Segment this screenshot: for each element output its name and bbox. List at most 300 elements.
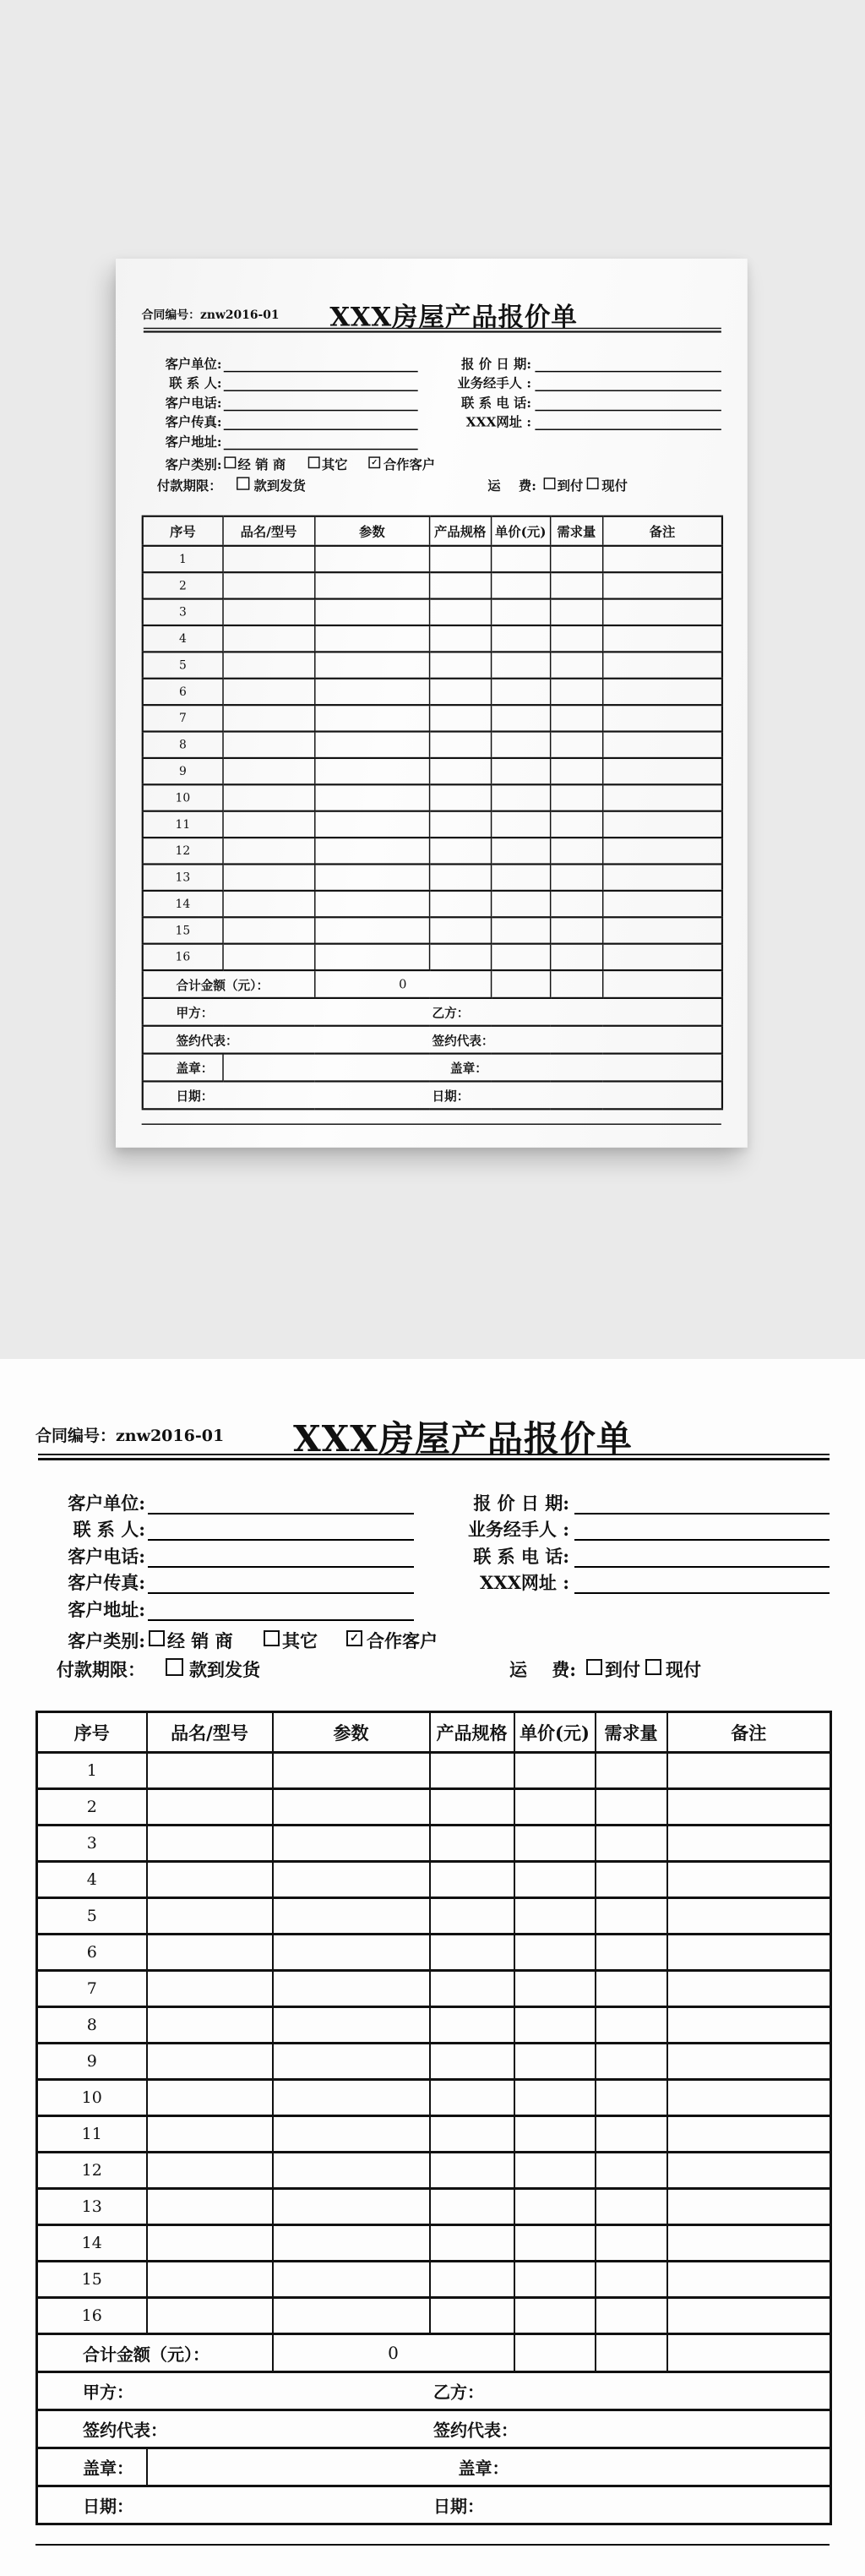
item-row xyxy=(143,917,722,943)
item-cell[interactable] xyxy=(491,917,550,943)
seal-row xyxy=(37,2448,831,2486)
row-number: 11 xyxy=(37,2116,147,2153)
item-cell[interactable] xyxy=(147,2116,273,2153)
item-cell[interactable] xyxy=(596,1935,667,1971)
item-cell[interactable] xyxy=(273,1753,430,1789)
item-cell[interactable] xyxy=(491,891,550,917)
row-number: 5 xyxy=(143,652,223,678)
item-cell[interactable] xyxy=(223,652,315,678)
item-row xyxy=(37,1971,831,2007)
customer-phone-input[interactable] xyxy=(148,1566,414,1568)
customer-address-label: 客户地址: xyxy=(165,434,222,450)
item-cell[interactable] xyxy=(602,758,722,784)
customer-address-input[interactable] xyxy=(224,449,418,450)
item-cell[interactable] xyxy=(602,652,722,678)
item-row xyxy=(37,1826,831,1862)
party-a-representative-label: 签约代表： xyxy=(176,1033,238,1049)
item-cell[interactable] xyxy=(550,811,602,838)
item-cell[interactable] xyxy=(273,2262,430,2298)
item-cell[interactable] xyxy=(596,2080,667,2116)
item-row xyxy=(37,2080,831,2116)
item-cell[interactable] xyxy=(429,811,491,838)
item-row xyxy=(37,1898,831,1935)
item-cell[interactable] xyxy=(550,944,602,970)
item-cell[interactable] xyxy=(602,864,722,890)
item-cell[interactable] xyxy=(314,891,429,917)
item-cell[interactable] xyxy=(514,1753,596,1789)
row-number: 9 xyxy=(37,2044,147,2080)
item-row xyxy=(143,784,722,810)
item-cell[interactable] xyxy=(223,758,315,784)
item-cell[interactable] xyxy=(550,970,602,998)
item-cell[interactable] xyxy=(223,625,315,652)
representative-row xyxy=(143,1026,722,1054)
item-cell[interactable] xyxy=(602,732,722,758)
item-cell[interactable] xyxy=(223,864,315,890)
item-cell[interactable] xyxy=(667,2116,831,2153)
item-cell[interactable] xyxy=(273,2007,430,2044)
item-cell[interactable] xyxy=(491,838,550,864)
item-cell[interactable] xyxy=(596,2044,667,2080)
item-cell[interactable] xyxy=(147,2225,273,2262)
item-cell[interactable] xyxy=(550,917,602,943)
item-cell[interactable] xyxy=(596,2153,667,2189)
item-cell[interactable] xyxy=(273,2153,430,2189)
col-header-unit-price: 单价(元) xyxy=(491,516,550,546)
item-cell[interactable] xyxy=(223,732,315,758)
item-cell[interactable] xyxy=(596,1971,667,2007)
item-cell[interactable] xyxy=(314,679,429,705)
item-cell[interactable] xyxy=(667,1935,831,1971)
item-cell[interactable] xyxy=(491,599,550,625)
item-cell[interactable] xyxy=(667,1826,831,1862)
item-cell[interactable] xyxy=(491,864,550,890)
item-cell[interactable] xyxy=(314,811,429,838)
item-cell[interactable] xyxy=(147,2044,273,2080)
item-cell[interactable] xyxy=(314,572,429,598)
party-b-representative-label: 签约代表： xyxy=(433,2420,518,2441)
row-number: 7 xyxy=(143,705,223,731)
item-cell[interactable] xyxy=(596,1826,667,1862)
item-cell[interactable] xyxy=(667,2007,831,2044)
item-cell[interactable] xyxy=(491,970,550,998)
item-cell[interactable] xyxy=(667,2153,831,2189)
row-number: 3 xyxy=(37,1826,147,1862)
customer-phone-input[interactable] xyxy=(224,410,418,411)
item-cell[interactable] xyxy=(273,1789,430,1826)
row-number: 14 xyxy=(143,891,223,917)
item-cell[interactable] xyxy=(429,944,491,970)
item-cell[interactable] xyxy=(596,2298,667,2334)
customer-type-label: 客户类别: xyxy=(68,1630,145,1651)
item-cell[interactable] xyxy=(550,838,602,864)
item-cell[interactable] xyxy=(596,1898,667,1935)
col-header-index: 序号 xyxy=(143,516,223,546)
document-thumbnail xyxy=(116,259,748,1148)
item-cell[interactable] xyxy=(550,546,602,572)
party-a-seal-label: 盖章： xyxy=(176,1061,214,1076)
row-number: 2 xyxy=(37,1789,147,1826)
party-a-label: 甲方： xyxy=(83,2382,133,2403)
item-cell[interactable] xyxy=(429,732,491,758)
item-cell[interactable] xyxy=(491,944,550,970)
item-cell[interactable] xyxy=(223,944,315,970)
item-cell[interactable] xyxy=(514,1935,596,1971)
item-cell[interactable] xyxy=(550,891,602,917)
item-cell[interactable] xyxy=(429,864,491,890)
item-cell[interactable] xyxy=(667,2044,831,2080)
item-cell[interactable] xyxy=(491,546,550,572)
col-header-spec: 产品规格 xyxy=(429,516,491,546)
item-row xyxy=(143,838,722,864)
item-cell[interactable] xyxy=(514,2080,596,2116)
item-row xyxy=(37,2298,831,2334)
freight-collect-checkbox[interactable] xyxy=(544,478,556,489)
item-cell[interactable] xyxy=(667,2262,831,2298)
contact-phone-input[interactable] xyxy=(574,1566,830,1568)
item-cell[interactable] xyxy=(223,599,315,625)
item-cell[interactable] xyxy=(596,2334,667,2372)
item-cell[interactable] xyxy=(223,679,315,705)
payment-on-delivery-checkbox[interactable] xyxy=(166,1658,183,1676)
item-cell[interactable] xyxy=(430,1898,514,1935)
item-cell[interactable] xyxy=(273,1826,430,1862)
item-cell[interactable] xyxy=(491,679,550,705)
item-cell[interactable] xyxy=(223,572,315,598)
freight-prepaid-checkbox[interactable] xyxy=(645,1659,661,1675)
item-cell[interactable] xyxy=(429,625,491,652)
item-cell[interactable] xyxy=(491,784,550,810)
row-number: 1 xyxy=(37,1753,147,1789)
item-cell[interactable] xyxy=(514,2044,596,2080)
item-cell[interactable] xyxy=(596,2225,667,2262)
website-input[interactable] xyxy=(535,428,721,429)
item-cell[interactable] xyxy=(429,705,491,731)
item-cell[interactable] xyxy=(147,1971,273,2007)
party-b-label: 乙方： xyxy=(432,1005,470,1021)
item-cell[interactable] xyxy=(147,2189,273,2225)
item-cell[interactable] xyxy=(147,2007,273,2044)
freight-collect-label: 到付 xyxy=(557,478,584,494)
item-cell[interactable] xyxy=(273,2225,430,2262)
total-row xyxy=(37,2334,831,2372)
freight-collect-checkbox[interactable] xyxy=(586,1659,602,1675)
item-cell[interactable] xyxy=(314,652,429,678)
item-cell[interactable] xyxy=(430,2007,514,2044)
item-cell[interactable] xyxy=(550,679,602,705)
col-header-unit-price: 单价(元) xyxy=(514,1712,596,1753)
item-row xyxy=(37,2262,831,2298)
item-cell[interactable] xyxy=(147,1935,273,1971)
item-cell[interactable] xyxy=(596,1789,667,1826)
item-cell[interactable] xyxy=(514,2225,596,2262)
sales-handler-label: 业务经手人 : xyxy=(457,374,532,391)
item-cell[interactable] xyxy=(429,838,491,864)
item-cell[interactable] xyxy=(430,1971,514,2007)
item-cell[interactable] xyxy=(491,705,550,731)
item-cell[interactable] xyxy=(430,1753,514,1789)
item-cell[interactable] xyxy=(514,2262,596,2298)
item-cell[interactable] xyxy=(429,891,491,917)
item-cell[interactable] xyxy=(430,1862,514,1898)
item-cell[interactable] xyxy=(550,784,602,810)
freight-prepaid-label: 现付 xyxy=(601,478,628,494)
contact-person-label: 联 系 人: xyxy=(169,374,222,391)
date-row xyxy=(143,1081,722,1109)
item-cell[interactable] xyxy=(273,2189,430,2225)
item-cell[interactable] xyxy=(273,2116,430,2153)
item-cell[interactable] xyxy=(550,625,602,652)
item-cell[interactable] xyxy=(147,1789,273,1826)
item-cell[interactable] xyxy=(429,784,491,810)
item-cell[interactable] xyxy=(430,2262,514,2298)
item-cell[interactable] xyxy=(314,784,429,810)
partner-checkbox[interactable]: ✓ xyxy=(368,456,380,468)
contact-person-input[interactable] xyxy=(148,1539,414,1541)
item-cell[interactable] xyxy=(550,599,602,625)
item-cell[interactable] xyxy=(429,599,491,625)
row-number: 8 xyxy=(143,732,223,758)
table-header-row xyxy=(143,516,722,546)
item-cell[interactable] xyxy=(602,970,722,998)
freight-prepaid-checkbox[interactable] xyxy=(587,478,599,489)
item-cell[interactable] xyxy=(314,546,429,572)
item-cell[interactable] xyxy=(430,1826,514,1862)
item-cell[interactable] xyxy=(430,2116,514,2153)
dealer-checkbox-label: 经 销 商 xyxy=(167,1630,233,1651)
quote-date-input[interactable] xyxy=(574,1513,830,1514)
item-cell[interactable] xyxy=(667,1898,831,1935)
item-cell[interactable] xyxy=(596,2116,667,2153)
item-cell[interactable] xyxy=(491,732,550,758)
item-cell[interactable] xyxy=(596,1753,667,1789)
row-number: 14 xyxy=(37,2225,147,2262)
party-a-seal-label: 盖章： xyxy=(83,2458,133,2479)
freight-prepaid-label: 现付 xyxy=(666,1659,701,1680)
item-cell[interactable] xyxy=(602,625,722,652)
payment-on-delivery-label: 款到发货 xyxy=(189,1659,260,1680)
item-cell[interactable] xyxy=(430,2298,514,2334)
item-cell[interactable] xyxy=(514,2298,596,2334)
item-row xyxy=(37,2189,831,2225)
item-cell[interactable] xyxy=(430,2044,514,2080)
payment-on-delivery-checkbox[interactable] xyxy=(237,477,249,489)
item-cell[interactable] xyxy=(314,625,429,652)
item-cell[interactable] xyxy=(596,2189,667,2225)
item-cell[interactable] xyxy=(273,1971,430,2007)
row-number: 8 xyxy=(37,2007,147,2044)
quote-date-input[interactable] xyxy=(535,371,721,372)
item-cell[interactable] xyxy=(491,652,550,678)
item-cell[interactable] xyxy=(667,1789,831,1826)
party-b-seal-label: 盖章： xyxy=(458,2458,509,2479)
item-cell[interactable] xyxy=(491,758,550,784)
item-cell[interactable] xyxy=(602,599,722,625)
item-cell[interactable] xyxy=(514,1789,596,1826)
item-cell[interactable] xyxy=(514,2189,596,2225)
item-cell[interactable] xyxy=(491,572,550,598)
item-row xyxy=(143,625,722,652)
item-cell[interactable] xyxy=(273,2044,430,2080)
customer-phone-label: 客户电话: xyxy=(68,1546,145,1567)
item-cell[interactable] xyxy=(147,1898,273,1935)
title-divider xyxy=(38,1454,830,1460)
item-cell[interactable] xyxy=(314,944,429,970)
col-header-remarks: 备注 xyxy=(667,1712,831,1753)
table-bottom-divider xyxy=(35,2544,830,2546)
item-cell[interactable] xyxy=(147,2153,273,2189)
item-cell[interactable] xyxy=(596,2007,667,2044)
row-number: 10 xyxy=(143,784,223,810)
item-cell[interactable] xyxy=(147,2262,273,2298)
item-cell[interactable] xyxy=(430,2153,514,2189)
item-cell[interactable] xyxy=(667,2080,831,2116)
item-cell[interactable] xyxy=(314,599,429,625)
customer-company-input[interactable] xyxy=(224,371,418,372)
item-cell[interactable] xyxy=(223,811,315,838)
item-cell[interactable] xyxy=(147,2080,273,2116)
item-cell[interactable] xyxy=(223,891,315,917)
item-cell[interactable] xyxy=(667,2298,831,2334)
page-title: XXX房屋产品报价单 xyxy=(293,1418,633,1460)
row-number: 11 xyxy=(143,811,223,838)
item-cell[interactable] xyxy=(223,705,315,731)
item-cell[interactable] xyxy=(147,1826,273,1862)
item-row xyxy=(37,1753,831,1789)
item-cell[interactable] xyxy=(550,705,602,731)
item-cell[interactable] xyxy=(314,758,429,784)
col-header-index: 序号 xyxy=(37,1712,147,1753)
partner-checkbox-label: 合作客户 xyxy=(383,456,436,472)
item-cell[interactable] xyxy=(430,2189,514,2225)
item-cell[interactable] xyxy=(273,1935,430,1971)
item-cell[interactable] xyxy=(602,546,722,572)
item-cell[interactable] xyxy=(602,838,722,864)
party-b-label: 乙方： xyxy=(433,2382,484,2403)
item-cell[interactable] xyxy=(667,2334,831,2372)
item-cell[interactable] xyxy=(314,838,429,864)
item-cell[interactable] xyxy=(514,1826,596,1862)
item-cell[interactable] xyxy=(429,917,491,943)
party-a-date-label: 日期： xyxy=(176,1089,214,1104)
item-cell[interactable] xyxy=(602,679,722,705)
item-cell[interactable] xyxy=(514,2334,596,2372)
item-cell[interactable] xyxy=(667,1753,831,1789)
item-cell[interactable] xyxy=(602,891,722,917)
item-cell[interactable] xyxy=(223,917,315,943)
item-cell[interactable] xyxy=(602,811,722,838)
item-cell[interactable] xyxy=(602,784,722,810)
item-cell[interactable] xyxy=(314,917,429,943)
row-number: 3 xyxy=(143,599,223,625)
customer-fax-label: 客户传真: xyxy=(165,413,222,430)
item-cell[interactable] xyxy=(430,2080,514,2116)
item-cell[interactable] xyxy=(314,732,429,758)
item-cell[interactable] xyxy=(147,2298,273,2334)
sales-handler-input[interactable] xyxy=(574,1539,830,1541)
table-bottom-divider xyxy=(142,1123,721,1124)
item-cell[interactable] xyxy=(223,784,315,810)
item-cell[interactable] xyxy=(429,758,491,784)
other-checkbox[interactable] xyxy=(308,456,320,468)
item-cell[interactable] xyxy=(514,2116,596,2153)
item-cell[interactable] xyxy=(550,572,602,598)
customer-fax-input[interactable] xyxy=(148,1592,414,1594)
item-cell[interactable] xyxy=(314,864,429,890)
item-cell[interactable] xyxy=(273,2298,430,2334)
item-cell[interactable] xyxy=(223,546,315,572)
item-cell[interactable] xyxy=(514,1971,596,2007)
item-cell[interactable] xyxy=(429,546,491,572)
item-cell[interactable] xyxy=(491,811,550,838)
partner-checkbox[interactable]: ✓ xyxy=(346,1630,362,1646)
item-cell[interactable] xyxy=(147,1862,273,1898)
item-cell[interactable] xyxy=(429,652,491,678)
partner-checkbox-label: 合作客户 xyxy=(367,1630,438,1651)
item-cell[interactable] xyxy=(223,838,315,864)
item-cell[interactable] xyxy=(430,1935,514,1971)
item-cell[interactable] xyxy=(550,652,602,678)
item-row xyxy=(143,944,722,970)
item-cell[interactable] xyxy=(596,1862,667,1898)
item-cell[interactable] xyxy=(314,705,429,731)
contact-phone-input[interactable] xyxy=(535,410,721,411)
item-cell[interactable] xyxy=(514,2153,596,2189)
row-number: 7 xyxy=(37,1971,147,2007)
total-amount-value: 0 xyxy=(399,976,407,992)
item-cell[interactable] xyxy=(514,1898,596,1935)
row-number: 15 xyxy=(143,917,223,943)
item-cell[interactable] xyxy=(430,2225,514,2262)
item-cell[interactable] xyxy=(667,1971,831,2007)
dealer-checkbox[interactable] xyxy=(224,456,236,468)
dealer-checkbox-label: 经 销 商 xyxy=(237,456,286,472)
item-cell[interactable] xyxy=(602,944,722,970)
website-input[interactable] xyxy=(574,1592,830,1594)
item-cell[interactable] xyxy=(667,1862,831,1898)
item-cell[interactable] xyxy=(273,1898,430,1935)
item-cell[interactable] xyxy=(429,572,491,598)
customer-company-input[interactable] xyxy=(148,1513,414,1514)
customer-fax-input[interactable] xyxy=(224,428,418,429)
item-cell[interactable] xyxy=(550,732,602,758)
item-cell[interactable] xyxy=(273,1862,430,1898)
item-cell[interactable] xyxy=(430,1789,514,1826)
dealer-checkbox[interactable] xyxy=(149,1630,165,1646)
item-cell[interactable] xyxy=(147,1753,273,1789)
item-cell[interactable] xyxy=(550,758,602,784)
item-cell[interactable] xyxy=(602,705,722,731)
item-cell[interactable] xyxy=(667,2225,831,2262)
row-number: 2 xyxy=(143,572,223,598)
total-amount-value: 0 xyxy=(388,2343,399,2363)
contact-person-label: 联 系 人: xyxy=(73,1519,145,1540)
item-row xyxy=(143,705,722,731)
item-cell[interactable] xyxy=(273,2080,430,2116)
item-cell[interactable] xyxy=(491,625,550,652)
item-cell[interactable] xyxy=(514,1862,596,1898)
item-cell[interactable] xyxy=(429,679,491,705)
item-cell[interactable] xyxy=(602,572,722,598)
item-cell[interactable] xyxy=(550,864,602,890)
item-cell[interactable] xyxy=(602,917,722,943)
document-section xyxy=(0,1359,865,2576)
other-checkbox[interactable] xyxy=(264,1630,280,1646)
customer-address-input[interactable] xyxy=(148,1619,414,1621)
item-cell[interactable] xyxy=(514,2007,596,2044)
item-cell[interactable] xyxy=(596,2262,667,2298)
item-cell[interactable] xyxy=(667,2189,831,2225)
